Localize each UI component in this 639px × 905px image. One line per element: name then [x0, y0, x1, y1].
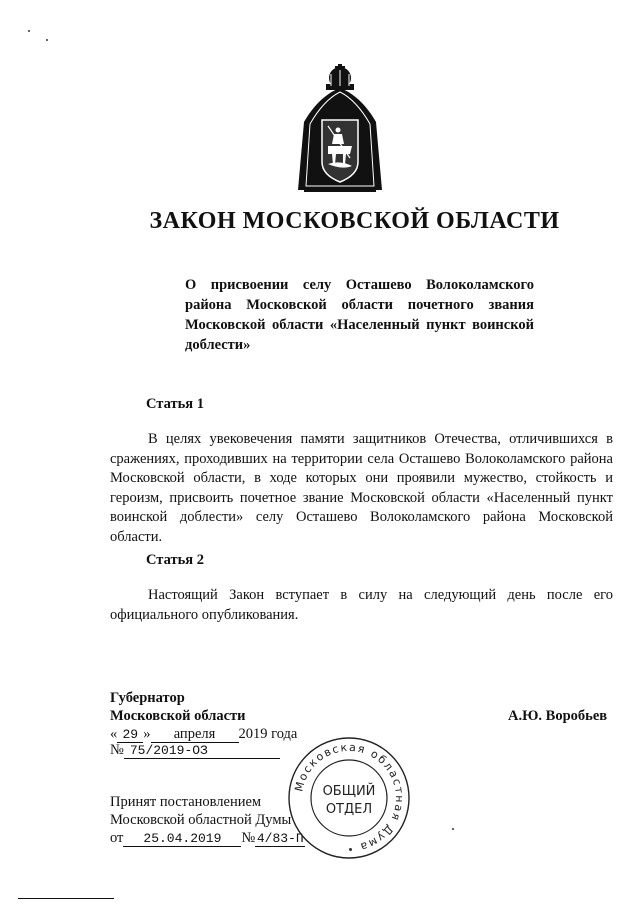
crown-icon: [326, 64, 354, 90]
article-2-text: Настоящий Закон вступает в силу на следующий день после его официального опубликования.: [110, 587, 613, 623]
adoption-number: 4/83-П: [256, 831, 304, 846]
signer-position-line1: Губернатор: [110, 690, 185, 706]
signing-month: апреля: [151, 727, 239, 743]
adoption-date-line: [110, 830, 305, 847]
signer-position-line2: Московской области: [110, 708, 246, 724]
scan-speck: [349, 848, 352, 851]
law-number-label: №: [110, 742, 124, 758]
law-subject: О присвоении селу Осташево Волоколамского района Московской области почетного звания Московской области «Населенный пункт воинской доблести»: [185, 277, 534, 353]
law-number-line: [110, 742, 280, 759]
scan-speck: [28, 30, 30, 32]
signer-name: А.Ю. Воробьев: [508, 708, 608, 724]
signing-year: 2019 года: [238, 726, 298, 742]
official-stamp: [286, 735, 412, 861]
stamp-center-line1: ОБЩИЙ: [322, 784, 376, 799]
date-close-quote: »: [143, 726, 151, 742]
adoption-date: 25.04.2019: [123, 831, 241, 847]
article-1-heading: Статья 1: [146, 396, 204, 412]
adoption-line1: Принят постановлением: [110, 794, 262, 810]
stamp-ring-text: Московская областная Дума: [292, 740, 407, 854]
scan-speck: [46, 39, 48, 41]
date-open-quote: «: [110, 726, 118, 742]
adoption-number-label: №: [241, 830, 256, 846]
article-1-text: В целях увековечения памяти защитников Отечества, отличившихся в сражениях, проходивших на территории села Осташево Волоколамского района Московской области, в ходе которых они проявили мужество, стойкость и героизм, присвоить почетное звание Московской области «Населенный пункт воинской доблести» селу Осташево Волоколамского района Московской области.: [110, 431, 613, 545]
stamp-center-line2: ОТДЕЛ: [325, 802, 373, 817]
coat-of-arms-emblem: [298, 64, 382, 196]
law-number: 75/2019-ОЗ: [124, 743, 280, 759]
scan-speck: [452, 828, 454, 830]
article-2-heading: Статья 2: [146, 552, 204, 568]
adoption-line2: Московской областной Думы: [110, 812, 292, 828]
signing-date: [110, 726, 297, 743]
signing-day: 29: [117, 727, 143, 743]
footer-rule: [18, 898, 114, 899]
adoption-date-prefix: от: [110, 830, 124, 846]
law-title: ЗАКОН МОСКОВСКОЙ ОБЛАСТИ: [149, 208, 560, 234]
